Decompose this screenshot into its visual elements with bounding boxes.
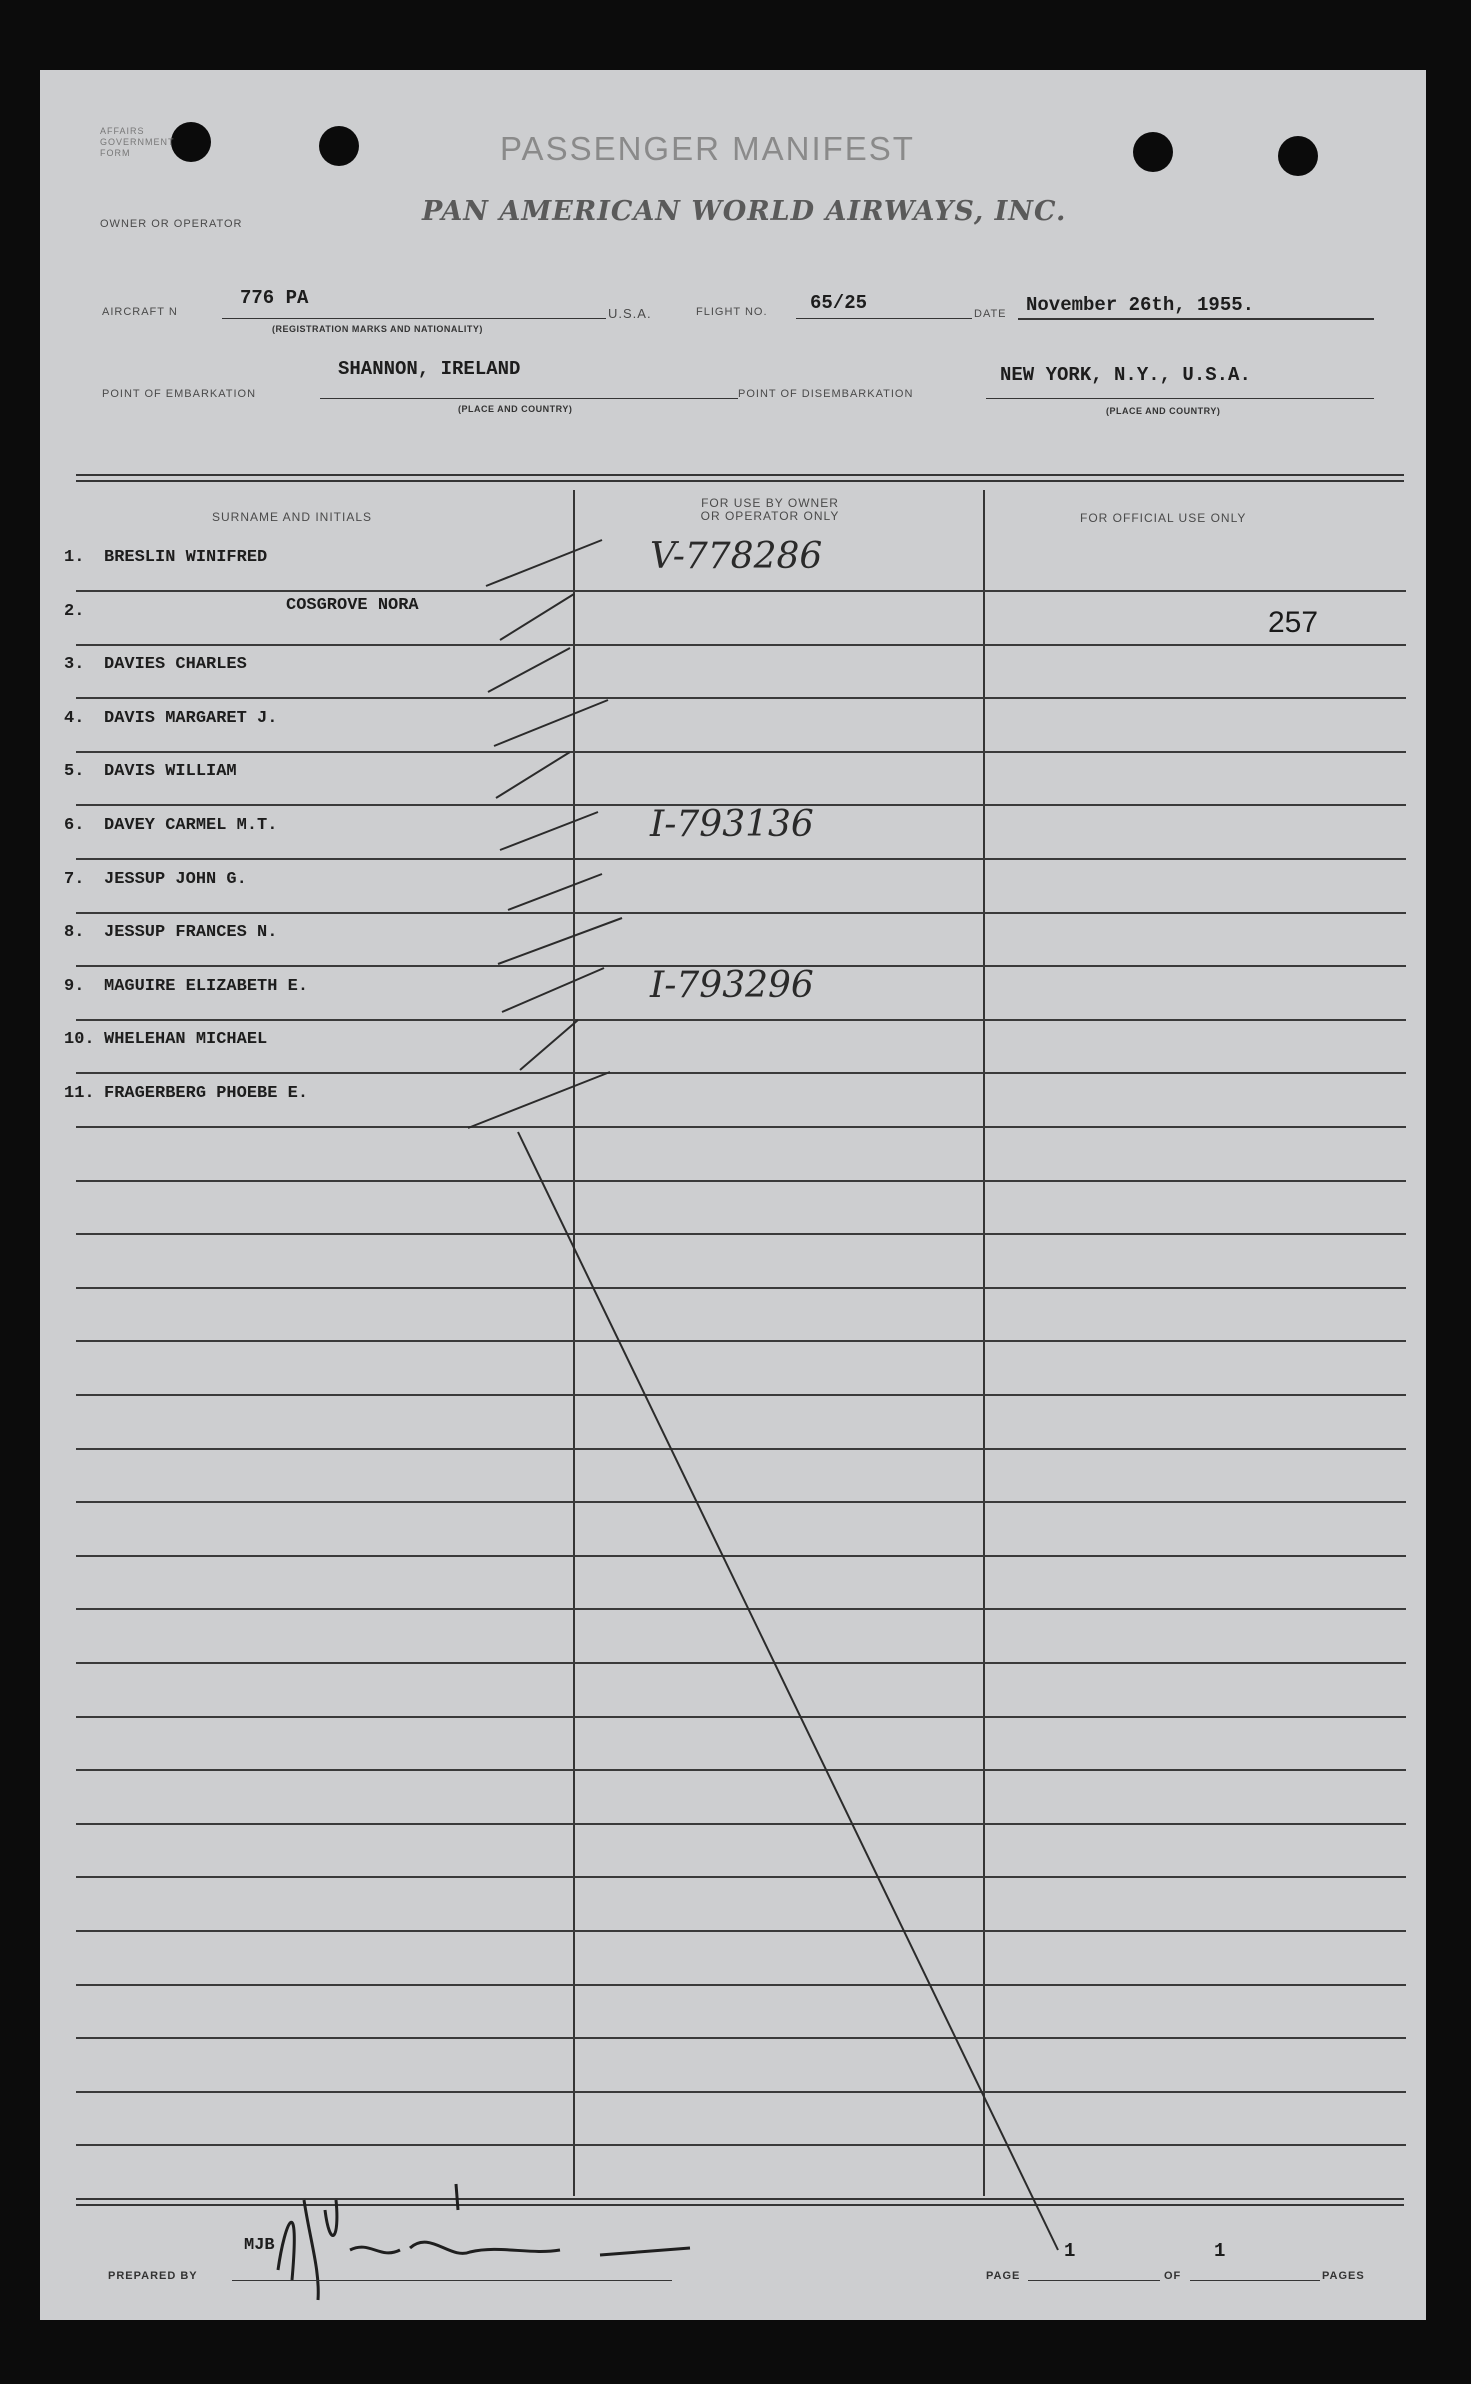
row-number: 2. — [64, 602, 85, 621]
passenger-name: JESSUP FRANCES N. — [104, 923, 278, 942]
check-mark — [468, 1072, 610, 1128]
check-mark — [498, 918, 622, 964]
check-mark — [508, 874, 602, 910]
row-number: 3. — [64, 655, 85, 674]
check-mark — [500, 812, 598, 850]
form-number: AFFAIRS GOVERNMENT FORM — [100, 126, 175, 158]
embarkation-value: SHANNON, IRELAND — [338, 358, 521, 380]
signature — [278, 2184, 690, 2300]
aircraft-caption: (REGISTRATION MARKS AND NATIONALITY) — [272, 324, 483, 334]
embarkation-label: POINT OF EMBARKATION — [102, 388, 257, 400]
aircraft-value: 776 PA — [240, 287, 309, 309]
row-number: 10. — [64, 1030, 95, 1049]
prepared-by-label: PREPARED BY — [108, 2270, 198, 2282]
check-mark — [494, 700, 608, 746]
owner-reference: I-793136 — [650, 804, 814, 845]
row-number: 1. — [64, 548, 85, 567]
check-mark — [496, 752, 570, 798]
column-header-owner-2: OR OPERATOR ONLY — [700, 509, 840, 523]
of-label: OF — [1164, 2270, 1182, 2282]
usa-label: U.S.A. — [608, 306, 652, 321]
diagonal-void-line — [518, 1132, 1058, 2250]
passenger-name: JESSUP JOHN G. — [104, 870, 247, 889]
aircraft-label: AIRCRAFT N — [102, 306, 178, 318]
column-header-surname: SURNAME AND INITIALS — [212, 510, 373, 524]
passenger-name: DAVIS WILLIAM — [104, 762, 237, 781]
passenger-name: BRESLIN WINIFRED — [104, 548, 268, 567]
pages-label: PAGES — [1322, 2270, 1365, 2282]
check-mark — [486, 540, 602, 586]
company-name: PAN AMERICAN WORLD AIRWAYS, INC. — [422, 196, 1067, 227]
page-number: 1 — [1064, 2240, 1076, 2262]
row-number: 11. — [64, 1084, 95, 1103]
passenger-name: COSGROVE NORA — [286, 596, 419, 615]
check-mark — [488, 648, 570, 692]
owner-reference: V-778286 — [650, 536, 823, 577]
row-number: 6. — [64, 816, 85, 835]
row-number: 8. — [64, 923, 85, 942]
column-header-owner-1: FOR USE BY OWNER — [701, 496, 839, 510]
owner-label: OWNER OR OPERATOR — [100, 218, 243, 230]
row-number: 7. — [64, 870, 85, 889]
embarkation-caption: (PLACE AND COUNTRY) — [458, 404, 573, 414]
prepared-initials: MJB — [244, 2236, 275, 2255]
passenger-name: WHELEHAN MICHAEL — [104, 1030, 268, 1049]
column-header-official: FOR OFFICIAL USE ONLY — [1080, 511, 1247, 525]
page-label: PAGE — [986, 2270, 1021, 2282]
owner-reference: I-793296 — [650, 965, 814, 1006]
disembarkation-value: NEW YORK, N.Y., U.S.A. — [1000, 364, 1251, 386]
row-number: 5. — [64, 762, 85, 781]
flight-no-value: 65/25 — [810, 292, 868, 314]
flight-no-label: FLIGHT NO. — [696, 306, 768, 318]
date-value: November 26th, 1955. — [1026, 294, 1255, 316]
official-entry: 257 — [1268, 606, 1319, 639]
passenger-name: DAVEY CARMEL M.T. — [104, 816, 278, 835]
row-number: 4. — [64, 709, 85, 728]
page-title: PASSENGER MANIFEST — [500, 130, 915, 167]
disembarkation-label: POINT OF DISEMBARKATION — [738, 388, 914, 400]
check-mark — [502, 968, 604, 1012]
row-number: 9. — [64, 977, 85, 996]
passenger-name: DAVIS MARGARET J. — [104, 709, 278, 728]
passenger-name: DAVIES CHARLES — [104, 655, 247, 674]
date-label: DATE — [974, 308, 1007, 320]
passenger-name: FRAGERBERG PHOEBE E. — [104, 1084, 309, 1103]
total-pages: 1 — [1214, 2240, 1226, 2262]
check-mark — [500, 594, 574, 640]
disembarkation-caption: (PLACE AND COUNTRY) — [1106, 406, 1221, 416]
check-mark — [520, 1020, 578, 1070]
passenger-name: MAGUIRE ELIZABETH E. — [104, 977, 309, 996]
